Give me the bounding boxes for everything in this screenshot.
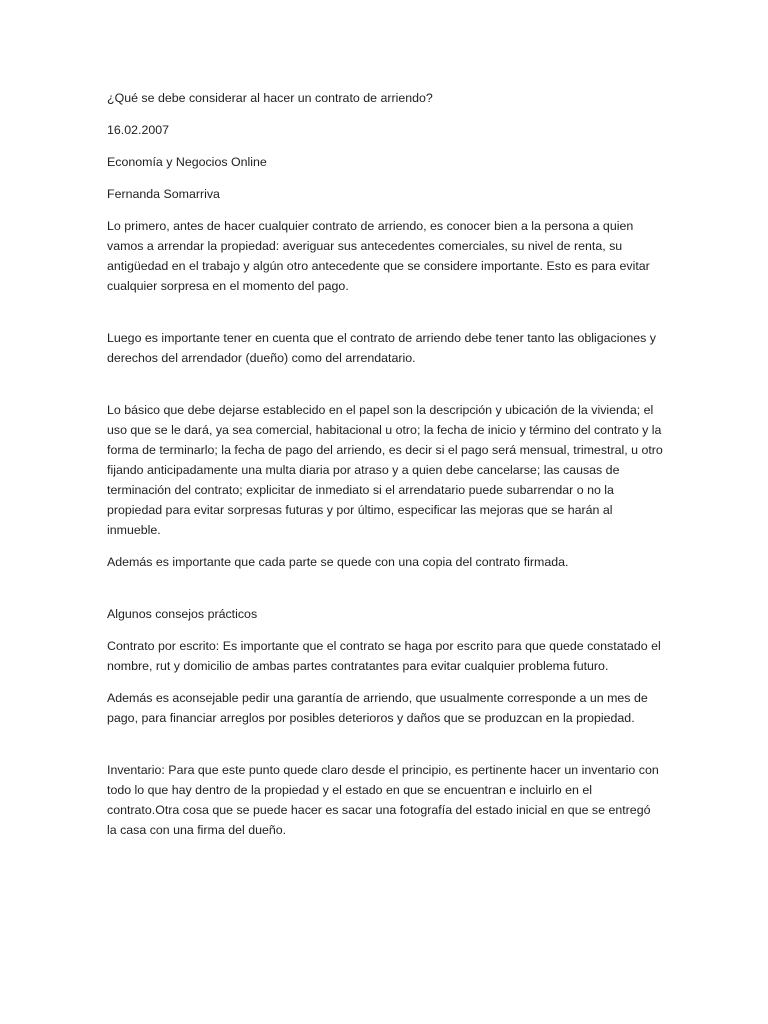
paragraph-obligations: Luego es importante tener en cuenta que el contrato de arriendo debe tener tanto las obligaciones y derechos del arrendador (dueño) como del arrendatario. [107, 331, 657, 365]
section-heading-tips: Algunos consejos prácticos [107, 607, 258, 621]
paragraph-basics: Lo básico que debe dejarse establecido en el papel son la descripción y ubicación de la vivienda; el uso que se le dará, ya sea comercial, habitacional u otro; la fecha de inicio y término del contrato y la forma de terminarlo; la fecha de pago del arriendo, es decir si el pago será mensual, trimestral, u otro fijando anticipadamente una multa diaria por atraso y a quien debe cancelarse; las causas de terminación del contrato; explicitar de inmediato si el arrendatario puede subarrendar o no la propiedad para evitar sorpresas futuras y por último, especificar las mejoras que se harán al inmueble. [107, 403, 663, 537]
document-source: Economía y Negocios Online [107, 155, 267, 169]
document-date: 16.02.2007 [107, 123, 170, 137]
document-body [107, 88, 663, 852]
paragraph-guarantee: Además es aconsejable pedir una garantía de arriendo, que usualmente corresponde a un mes de pago, para financiar arreglos por posibles deterioros y daños que se produzcan en la propiedad. [107, 691, 648, 725]
document-title: ¿Qué se debe considerar al hacer un contrato de arriendo? [107, 91, 433, 105]
document-author: Fernanda Somarriva [107, 187, 220, 201]
paragraph-inventory: Inventario: Para que este punto quede claro desde el principio, es pertinente hacer un inventario con todo lo que hay dentro de la propiedad y el estado en que se encuentran e incluirlo en el contrato.Otra cosa que se puede hacer es sacar una fotografía del estado inicial en que se entregó la casa con una firma del dueño. [107, 763, 659, 837]
paragraph-intro: Lo primero, antes de hacer cualquier contrato de arriendo, es conocer bien a la persona a quien vamos a arrendar la propiedad: averiguar sus antecedentes comerciales, su nivel de renta, su antigüedad en el trabajo y algún otro antecedente que se considere importante. Esto es para evitar cualquier sorpresa en el momento del pago. [107, 219, 650, 293]
paragraph-written-contract: Contrato por escrito: Es importante que el contrato se haga por escrito para que quede constatado el nombre, rut y domicilio de ambas partes contratantes para evitar cualquier problema futuro. [107, 639, 661, 673]
paragraph-copy: Además es importante que cada parte se quede con una copia del contrato firmada. [107, 555, 569, 569]
